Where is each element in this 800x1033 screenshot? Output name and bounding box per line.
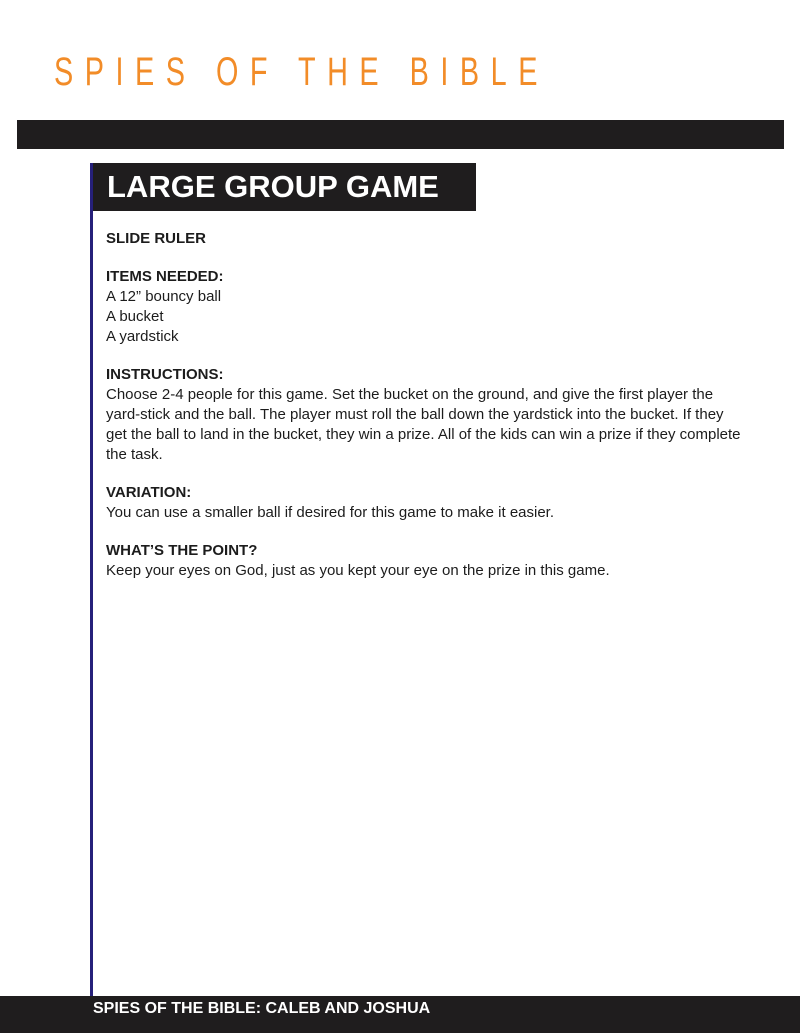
game-title: SLIDE RULER [106, 230, 207, 247]
variation-section [106, 483, 746, 523]
margin-rule [90, 163, 93, 1020]
game-content [106, 229, 746, 599]
variation-text: You can use a smaller ball if desired for this game to make it easier. [106, 504, 555, 521]
series-title: SPIES OF THE BIBLE [54, 50, 549, 94]
section-header: LARGE GROUP GAME [93, 163, 476, 211]
point-text: Keep your eyes on God, just as you kept your eye on the prize in this game. [106, 562, 610, 579]
item: A bucket [106, 308, 164, 325]
item: A 12” bouncy ball [106, 288, 222, 305]
footer-text: SPIES OF THE BIBLE: CALEB AND JOSHUA [93, 1000, 431, 1017]
items-needed-heading: ITEMS NEEDED: [106, 268, 224, 285]
items-needed-section [106, 267, 746, 347]
point-section [106, 541, 746, 581]
instructions-text: Choose 2-4 people for this game. Set the bucket on the ground, and give the first player the yard-stick and the ball. The player must roll the ball down the yardstick into the bucket. If they get the ball to land in the bucket, they win a prize. All of the kids can win a prize if they complete the task. [106, 386, 741, 463]
variation-heading: VARIATION: [106, 484, 192, 501]
header-bar [17, 120, 784, 149]
instructions-heading: INSTRUCTIONS: [106, 366, 224, 383]
item: A yardstick [106, 328, 179, 345]
point-heading: WHAT’S THE POINT? [106, 542, 258, 559]
instructions-section [106, 365, 746, 465]
